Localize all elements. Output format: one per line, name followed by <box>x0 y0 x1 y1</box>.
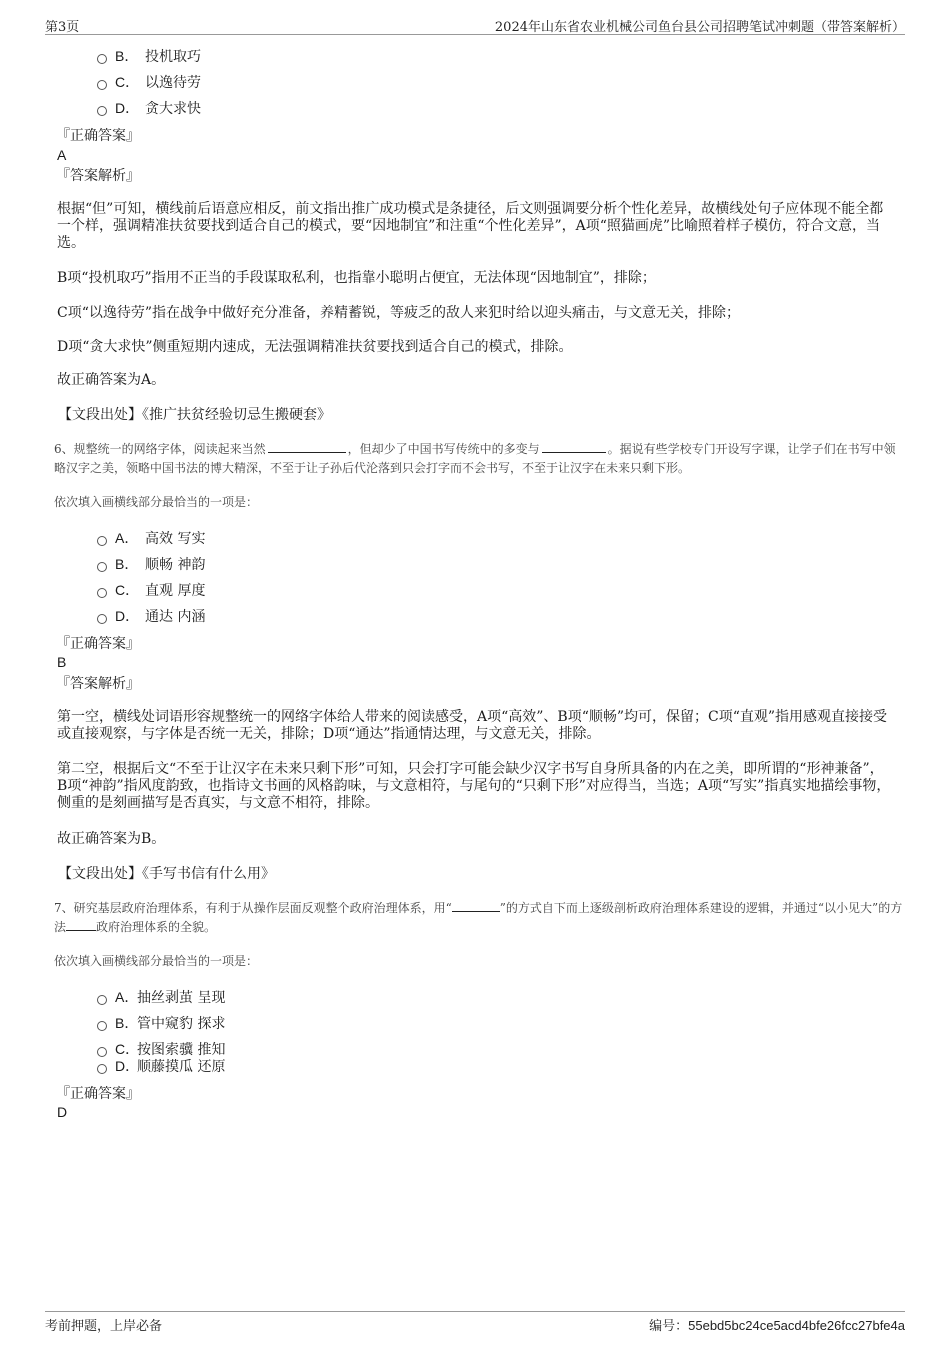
q6-answer-label: 『正确答案』 <box>56 636 140 652</box>
q6-analysis-label: 『答案解析』 <box>56 676 140 692</box>
radio-icon[interactable] <box>97 1021 107 1031</box>
q5-answer: A <box>57 147 67 163</box>
radio-icon[interactable] <box>97 562 107 572</box>
q5-analysis-para-1: 根据“但”可知，横线前后语意应相反，前文指出推广成功模式是条捷径，后文则强调要分析个性化差异，故横线处句子应体现不能全都一个样，强调精准扶贫要找到适合自己的模式，要“因地制宜”和注重“个性化差异”，A项“照猫画虎”比喻照着样子模仿，符合文意，当选。 <box>57 201 884 251</box>
q5-option-b[interactable]: B． 投机取巧 <box>97 46 201 66</box>
page-header <box>45 14 905 35</box>
q5-answer-label: 『正确答案』 <box>56 128 140 144</box>
q7-option-b[interactable]: B．管中窥豹 探求 <box>97 1013 225 1033</box>
radio-icon[interactable] <box>97 588 107 598</box>
footer-slogan: 考前押题，上岸必备 <box>45 1319 163 1334</box>
radio-icon[interactable] <box>97 54 107 64</box>
q6-stem: 6、规整统一的网络字体，阅读起来当然 ，但却少了中国书写传统中的多变与 。据说有些学校专门开设写字课，让学子们在书写中领略汉字之美，领略中国书法的博大精深，不至于让子孙后代沦落到只会打字而不会书写，不至于让汉字在未来只剩下形。 <box>54 442 896 475</box>
q6-answer: B <box>57 654 67 670</box>
q5-option-d[interactable]: D． 贪大求快 <box>97 98 201 118</box>
radio-icon[interactable] <box>97 80 107 90</box>
radio-icon[interactable] <box>97 106 107 116</box>
q6-source: 【文段出处】《手写书信有什么用》 <box>58 866 275 882</box>
q6-prompt: 依次填入画横线部分最恰当的一项是： <box>54 495 259 509</box>
q6-analysis-para-1: 第一空，横线处词语形容规整统一的网络字体给人带来的阅读感受，A项“高效”、B项“顺畅”均可，保留；C项“直观”指用感观直接接受或直接观察，与字体是否统一无关，排除；D项“通达”指通情达理，与文意无关，排除。 <box>57 709 888 742</box>
radio-icon[interactable] <box>97 1064 107 1074</box>
q5-analysis-label: 『答案解析』 <box>56 168 140 184</box>
q7-prompt: 依次填入画横线部分最恰当的一项是： <box>54 954 259 968</box>
q6-option-d[interactable]: D． 通达 内涵 <box>97 606 205 626</box>
blank-line <box>66 918 96 931</box>
q7-option-d[interactable]: D．顺藤摸瓜 还原 <box>97 1056 225 1076</box>
q5-option-c[interactable]: C． 以逸待劳 <box>97 72 201 92</box>
q7-option-c[interactable]: C．按图索骥 推知 <box>97 1039 225 1059</box>
blank-line <box>452 899 500 912</box>
q5-analysis-para-5: 故正确答案为A。 <box>57 372 166 388</box>
q6-option-c[interactable]: C． 直观 厚度 <box>97 580 205 600</box>
q5-analysis-para-3: C项“以逸待劳”指在战争中做好充分准备，养精蓄锐，等疲乏的敌人来犯时给以迎头痛击，与文意无关，排除； <box>57 305 741 321</box>
q7-option-a[interactable]: A．抽丝剥茧 呈现 <box>97 987 225 1007</box>
q6-option-b[interactable]: B． 顺畅 神韵 <box>97 554 205 574</box>
q7-answer-label: 『正确答案』 <box>56 1086 140 1102</box>
document-title: 2024年山东省农业机械公司鱼台县公司招聘笔试冲刺题（带答案解析） <box>494 20 905 35</box>
q5-analysis-para-4: D项“贪大求快”侧重短期内速成，无法强调精准扶贫要找到适合自己的模式，排除。 <box>57 339 573 355</box>
q6-analysis-para-3: 故正确答案为B。 <box>57 831 166 847</box>
page-footer <box>45 1311 905 1334</box>
radio-icon[interactable] <box>97 995 107 1005</box>
q5-analysis-para-2: B项“投机取巧”指用不正当的手段谋取私利，也指靠小聪明占便宜，无法体现“因地制宜”，排除； <box>57 270 656 286</box>
blank-line <box>542 440 606 453</box>
q6-analysis-para-2: 第二空，根据后文“不至于让汉字在未来只剩下形”可知，只会打字可能会缺少汉字书写自身所具备的内在之美，即所谓的“形神兼备”，B项“神韵”指风度韵致，也指诗文书画的风格韵味，与文意相符，与尾句的“只剩下形”对应得当，当选；A项“写实”指真实地描绘事物，侧重的是刻画描写是否真实，与文意不相符，排除。 <box>57 761 891 811</box>
q5-source: 【文段出处】《推广扶贫经验切忌生搬硬套》 <box>58 407 331 423</box>
q6-option-a[interactable]: A． 高效 写实 <box>97 528 205 548</box>
radio-icon[interactable] <box>97 614 107 624</box>
radio-icon[interactable] <box>97 536 107 546</box>
blank-line <box>268 440 346 453</box>
page-number: 第3页 <box>45 20 80 35</box>
q7-stem: 7、研究基层政府治理体系，有利于从操作层面反观整个政府治理体系，用“ ”的方式自下而上逐级剖析政府治理体系建设的逻辑，并通过“以小见大”的方法 政府治理体系的全貌。 <box>54 901 903 934</box>
q7-answer: D <box>57 1104 68 1120</box>
footer-code: 编号：55ebd5bc24ce5acd4bfe26fcc27bfe4a <box>649 1318 905 1334</box>
